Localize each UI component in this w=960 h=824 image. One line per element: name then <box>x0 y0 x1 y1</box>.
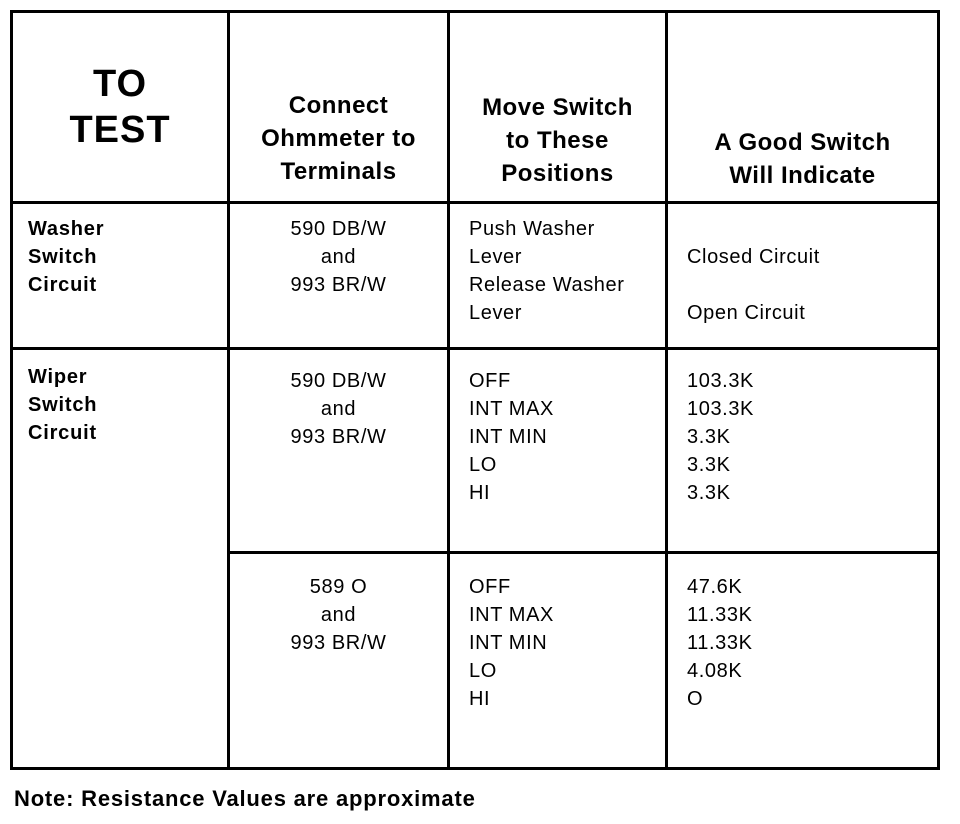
header-connect <box>230 89 447 188</box>
wiper-group2-terminals <box>230 573 447 657</box>
wiper-position-line: HI <box>469 482 491 504</box>
spacer <box>687 271 820 299</box>
washer-terminal-line: 590 DB/W <box>290 218 387 240</box>
header-move-line: Positions <box>501 160 614 187</box>
wiper-position-line: INT MIN <box>469 632 548 654</box>
wiper-position-line: OFF <box>469 370 511 392</box>
wiper-value-line: 3.3K <box>687 426 731 448</box>
wiper-position-line: INT MAX <box>469 604 554 626</box>
header-good-switch <box>668 126 937 192</box>
header-to-test-line: TO <box>92 63 148 105</box>
switch-test-table <box>10 10 940 770</box>
wiper-value-line: O <box>687 688 704 710</box>
washer-label <box>28 215 104 299</box>
wiper-value-line: 3.3K <box>687 454 731 476</box>
header-move-line: Move Switch <box>482 94 633 121</box>
resistance-note: Note: Resistance Values are approximate <box>14 786 476 811</box>
header-connect-line: Terminals <box>280 158 397 185</box>
wiper-position-line: LO <box>469 660 497 682</box>
header-move-switch <box>450 91 665 190</box>
washer-position-line: Lever <box>469 246 523 268</box>
washer-label-line: Washer <box>28 218 105 240</box>
washer-positions <box>469 215 625 327</box>
wiper-value-line: 4.08K <box>687 660 743 682</box>
washer-indication-line: Closed Circuit <box>687 246 820 268</box>
wiper-value-line: 47.6K <box>687 576 743 598</box>
header-connect-line: Connect <box>288 92 389 119</box>
wiper-value-line: 11.33K <box>687 604 753 626</box>
wiper-terminal-line: 993 BR/W <box>290 632 387 654</box>
wiper-label-line: Switch <box>28 394 98 416</box>
washer-position-line: Lever <box>469 302 523 324</box>
wiper-group2-values <box>687 573 753 713</box>
row-divider <box>13 201 937 204</box>
row-divider <box>13 347 937 350</box>
washer-position-line: Release Washer <box>469 274 625 296</box>
washer-indications <box>687 243 820 327</box>
wiper-position-line: INT MIN <box>469 426 548 448</box>
washer-terminal-line: 993 BR/W <box>290 274 387 296</box>
header-to-test-line: TEST <box>69 109 171 151</box>
wiper-group1-terminals <box>230 367 447 451</box>
header-good-line: Will Indicate <box>729 162 876 189</box>
wiper-terminal-line: and <box>320 398 357 420</box>
wiper-group1-values <box>687 367 754 507</box>
header-move-line: to These <box>506 127 609 154</box>
washer-indication-line: Open Circuit <box>687 302 806 324</box>
wiper-terminal-line: 993 BR/W <box>290 426 387 448</box>
wiper-group2-positions <box>469 573 554 713</box>
washer-label-line: Switch <box>28 246 98 268</box>
wiper-value-line: 103.3K <box>687 398 754 420</box>
wiper-label <box>28 363 97 447</box>
wiper-terminal-line: 589 O <box>309 576 368 598</box>
washer-position-line: Push Washer <box>469 218 595 240</box>
wiper-position-line: INT MAX <box>469 398 554 420</box>
wiper-position-line: HI <box>469 688 491 710</box>
washer-terminal-line: and <box>320 246 357 268</box>
washer-label-line: Circuit <box>28 274 97 296</box>
washer-terminals <box>230 215 447 299</box>
wiper-position-line: OFF <box>469 576 511 598</box>
wiper-value-line: 3.3K <box>687 482 731 504</box>
header-to-test <box>13 61 227 153</box>
wiper-label-line: Circuit <box>28 422 97 444</box>
wiper-terminal-line: 590 DB/W <box>290 370 387 392</box>
wiper-group1-positions <box>469 367 554 507</box>
row-divider <box>227 551 937 554</box>
wiper-value-line: 11.33K <box>687 632 753 654</box>
header-connect-line: Ohmmeter to <box>261 125 416 152</box>
wiper-value-line: 103.3K <box>687 370 754 392</box>
wiper-label-line: Wiper <box>28 366 88 388</box>
wiper-terminal-line: and <box>320 604 357 626</box>
wiper-position-line: LO <box>469 454 497 476</box>
header-good-line: A Good Switch <box>714 129 891 156</box>
